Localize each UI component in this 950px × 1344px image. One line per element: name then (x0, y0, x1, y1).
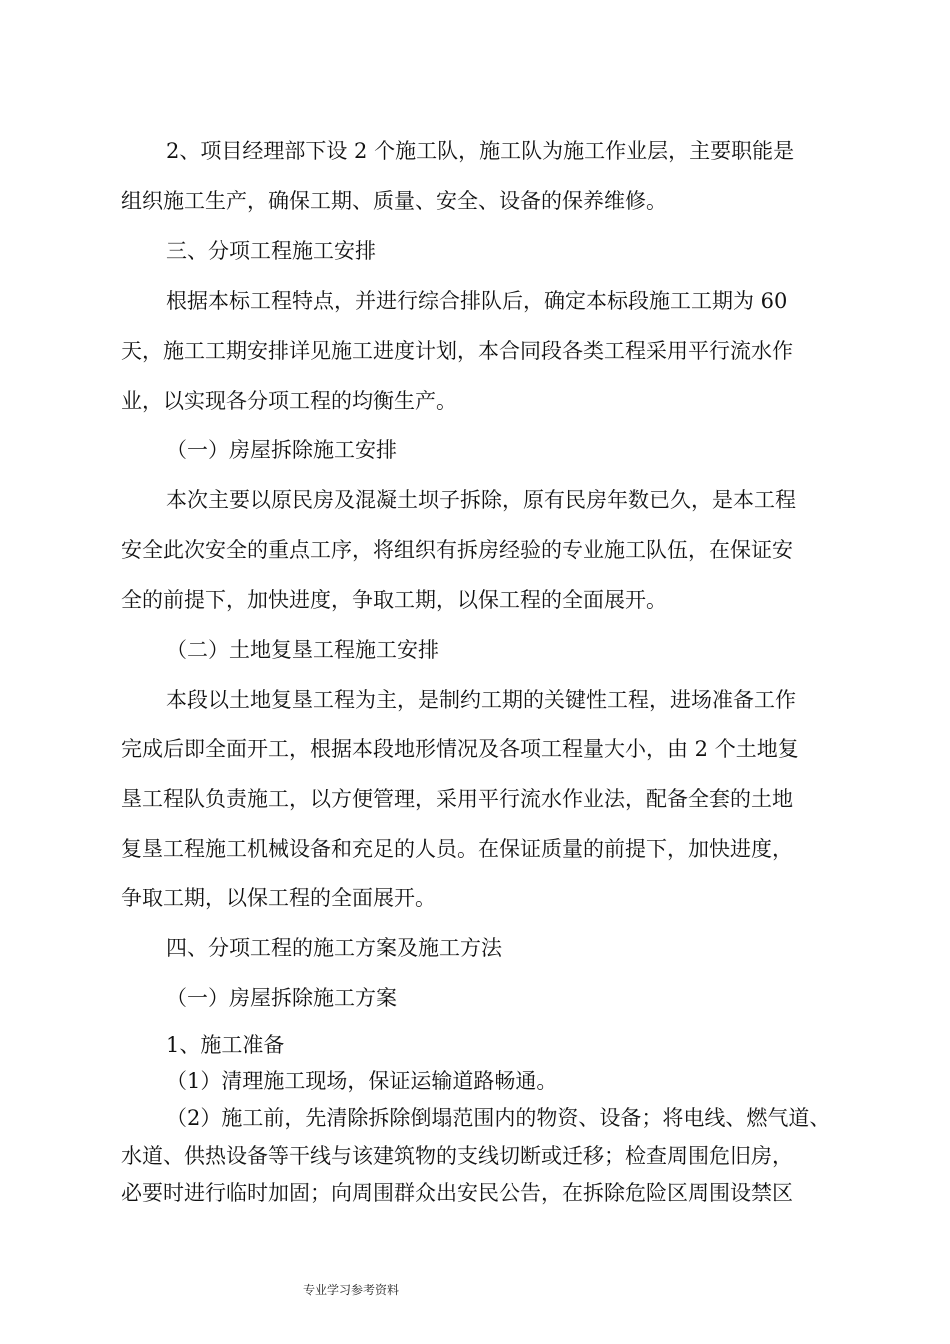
paragraph-line: 全的前提下，加快进度，争取工期，以保工程的全面展开。 (121, 588, 667, 612)
paragraph-line: 业，以实现各分项工程的均衡生产。 (121, 389, 457, 413)
list-item: （1）清理施工现场，保证运输道路畅通。 (166, 1069, 558, 1093)
paragraph-line: 天，施工工期安排详见施工进度计划，本合同段各类工程采用平行流水作 (121, 339, 793, 363)
paragraph-line: 2、项目经理部下设 2 个施工队，施工队为施工作业层，主要职能是 (166, 139, 795, 163)
paragraph-line: 完成后即全面开工，根据本段地形情况及各项工程量大小，由 2 个土地复 (121, 737, 799, 761)
paragraph-line: 垦工程队负责施工，以方便管理，采用平行流水作业法，配备全套的土地 (121, 787, 793, 811)
paragraph-line: 根据本标工程特点，并进行综合排队后，确定本标段施工工期为 60 (166, 289, 788, 313)
subsection-heading: （二）土地复垦工程施工安排 (166, 638, 439, 662)
paragraph-line: 争取工期，以保工程的全面展开。 (121, 886, 436, 910)
paragraph-line: 安全此次安全的重点工序，将组织有拆房经验的专业施工队伍，在保证安 (121, 538, 793, 562)
section-heading: 四、分项工程的施工方案及施工方法 (166, 936, 502, 960)
item-heading: 1、施工准备 (166, 1033, 285, 1057)
paragraph-line: 复垦工程施工机械设备和充足的人员。在保证质量的前提下，加快进度， (121, 837, 793, 861)
list-item: （2）施工前，先清除拆除倒塌范围内的物资、设备；将电线、燃气道、 (166, 1106, 831, 1130)
page-footer: 专业学习参考资料 (303, 1283, 400, 1297)
paragraph-line: 本段以土地复垦工程为主，是制约工期的关键性工程，进场准备工作 (166, 688, 796, 712)
paragraph-line: 本次主要以原民房及混凝土坝子拆除，原有民房年数已久，是本工程 (166, 488, 796, 512)
subsection-heading: （一）房屋拆除施工方案 (166, 986, 397, 1010)
paragraph-line: 组织施工生产，确保工期、质量、安全、设备的保养维修。 (121, 189, 667, 213)
paragraph-line: 水道、供热设备等干线与该建筑物的支线切断或迁移；检查周围危旧房， (121, 1144, 793, 1168)
subsection-heading: （一）房屋拆除施工安排 (166, 438, 397, 462)
paragraph-line: 必要时进行临时加固；向周围群众出安民公告，在拆除危险区周围设禁区 (121, 1181, 793, 1205)
section-heading: 三、分项工程施工安排 (166, 239, 376, 263)
